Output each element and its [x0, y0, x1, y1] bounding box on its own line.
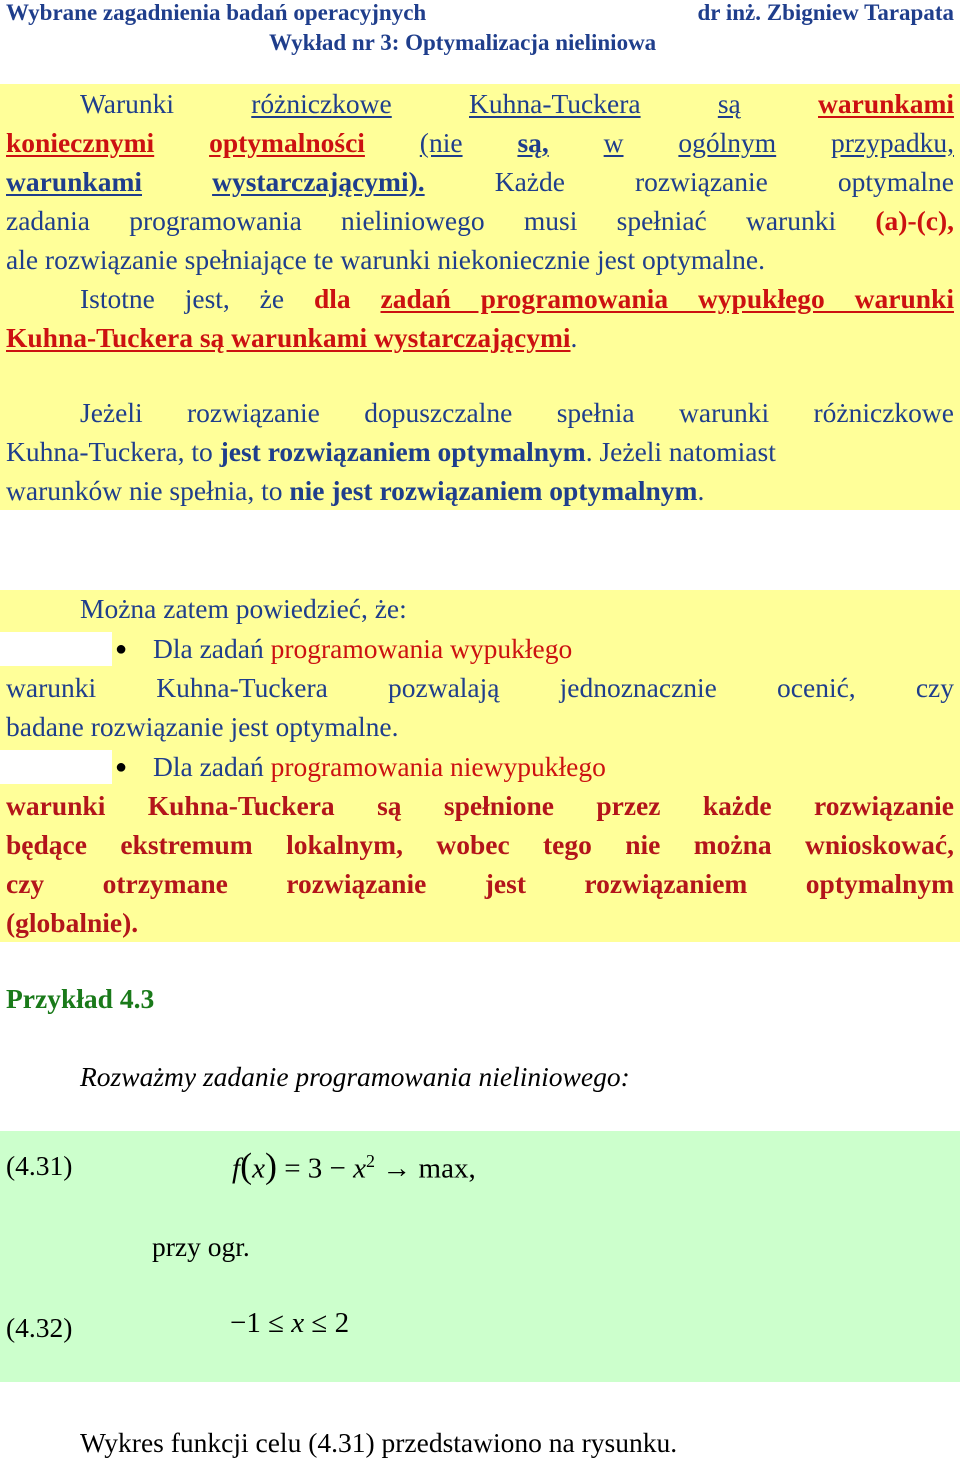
figure-reference: Wykres funkcji celu (4.31) przedstawiono na rysunku. — [80, 1427, 678, 1458]
para3-line2: Kuhna-Tuckera, to jest rozwiązaniem optymalnym. Jeżeli natomiast — [6, 436, 776, 467]
bullet-icon: ● — [115, 756, 128, 778]
indent-gap — [0, 632, 112, 666]
problem-formulation-block — [0, 1131, 960, 1382]
author-name: dr inż. Zbigniew Tarapata — [697, 0, 954, 25]
constraint: −1 ≤ x ≤ 2 — [230, 1307, 350, 1339]
para1-line5: ale rozwiązanie spełniające te warunki niekoniecznie jest optymalne. — [6, 244, 765, 275]
para2-line2: Kuhna-Tuckera są warunkami wystarczającymi. — [6, 322, 578, 353]
summary-intro: Można zatem powiedzieć, że: — [80, 593, 407, 624]
objective-function: $f(x) = 3 - x^2 \to \max$, — [232, 1145, 476, 1186]
para2-line1: Istotne jest, że dla zadań programowania wypukłego warunki — [80, 283, 954, 314]
para1-line1: Warunki różniczkowe Kuhna-Tuckera są warunkami — [80, 88, 955, 119]
constraint-label: przy ogr. — [152, 1231, 250, 1262]
bullet1-line3: badane rozwiązanie jest optymalne. — [6, 711, 399, 742]
bullet-icon: ● — [115, 638, 128, 660]
bullet2-line2: warunki Kuhna-Tuckera są spełnione przez każde rozwiązanie — [6, 790, 954, 821]
example-intro: Rozważmy zadanie programowania nieliniowego: — [80, 1061, 630, 1092]
indent-gap — [0, 750, 112, 784]
bullet1-line2: warunki Kuhna-Tuckera pozwalają jednoznacznie ocenić, czy — [6, 672, 954, 703]
para3-line1: Jeżeli rozwiązanie dopuszczalne spełnia warunki różniczkowe — [80, 397, 954, 428]
para1-line4: zadania programowania nieliniowego musi spełniać warunki (a)-(c), — [6, 205, 954, 236]
bullet2-line5: (globalnie). — [6, 907, 139, 938]
para3-line3: warunków nie spełnia, to nie jest rozwiązaniem optymalnym. — [6, 475, 705, 506]
course-title: Wybrane zagadnienia badań operacyjnych — [6, 0, 427, 25]
bullet2-line3: będące ekstremum lokalnym, wobec tego nie można wnioskować, — [6, 829, 954, 860]
bullet2-line1: Dla zadań programowania niewypukłego — [153, 751, 606, 782]
bullet1-line1: Dla zadań programowania wypukłego — [153, 633, 573, 664]
para1-line3: warunkami wystarczającymi). Każde rozwiązanie optymalne — [6, 166, 955, 197]
example-title: Przykład 4.3 — [6, 983, 155, 1014]
bullet2-line4: czy otrzymane rozwiązanie jest rozwiązaniem optymalnym — [6, 868, 954, 899]
eq-label-4-32: (4.32) — [6, 1312, 73, 1343]
lecture-title: Wykład nr 3: Optymalizacja nieliniowa — [269, 30, 657, 55]
eq-label-4-31: (4.31) — [6, 1150, 73, 1181]
para1-line2: koniecznymi optymalności (nie są, w ogólnym przypadku, — [6, 127, 954, 158]
